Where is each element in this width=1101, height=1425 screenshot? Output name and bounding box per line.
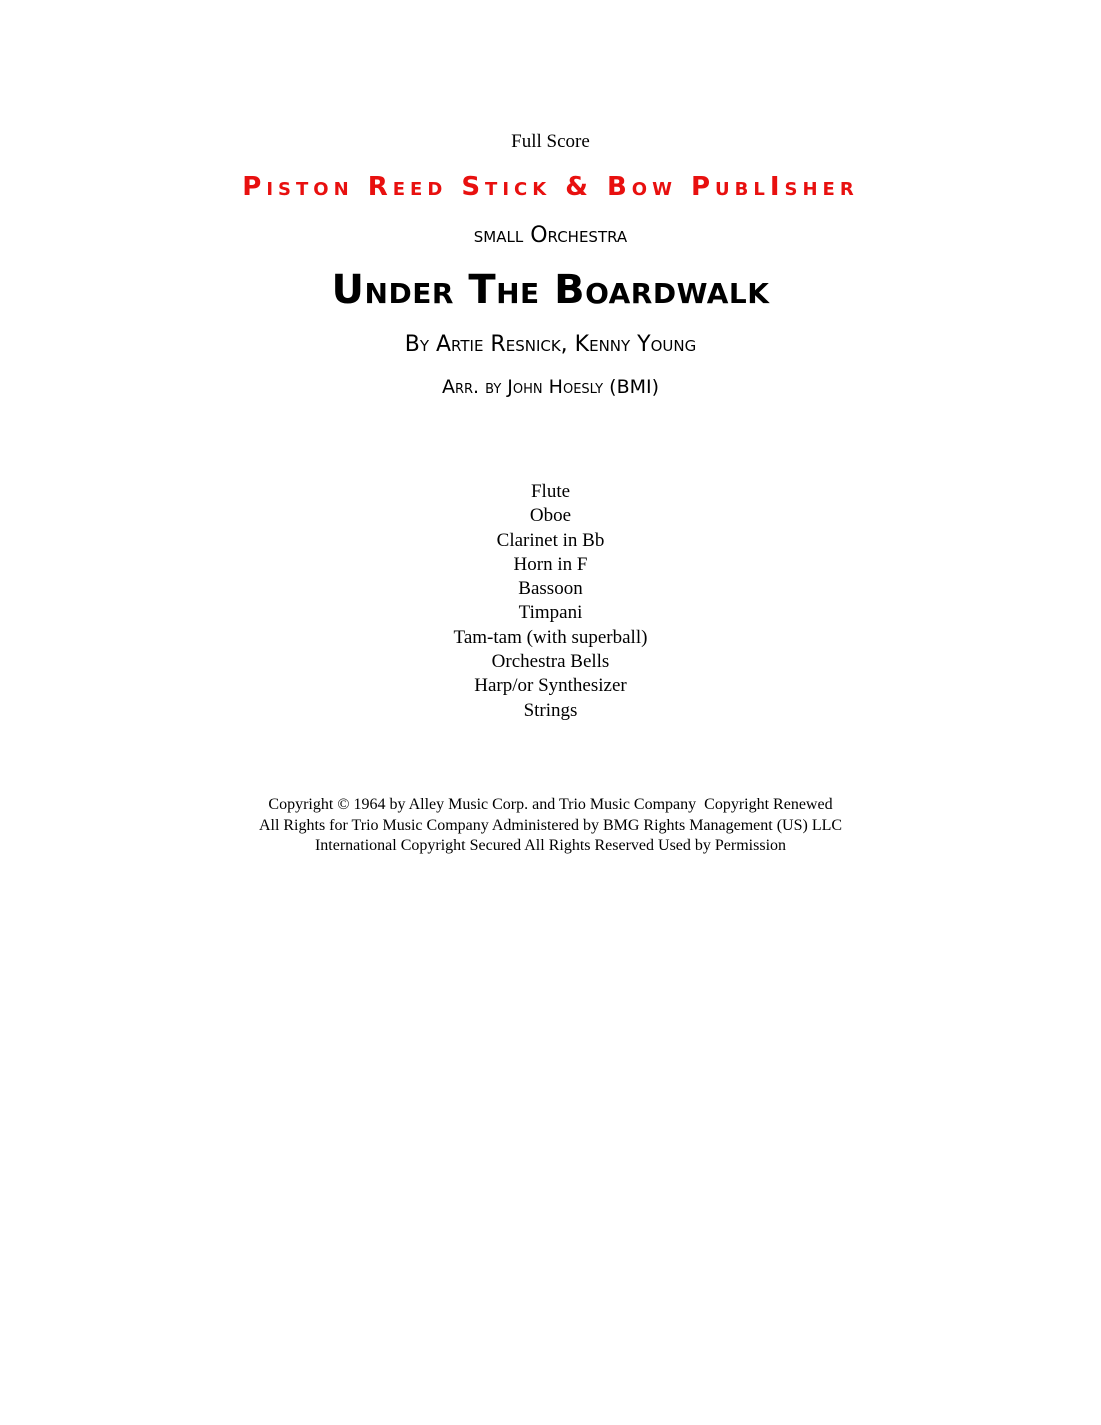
- instrument-item: Orchestra Bells: [491, 651, 610, 673]
- ensemble-label: small Orchestra: [473, 223, 628, 248]
- instrument-item: Clarinet in Bb: [496, 529, 605, 551]
- composers-credit: By Artie Resnick, Kenny Young: [404, 332, 697, 357]
- instrument-item: Bassoon: [518, 578, 583, 600]
- page-title: Under The Boardwalk: [331, 267, 770, 313]
- instrument-item: Tam-tam (with superball): [453, 626, 648, 648]
- instrument-item: Harp/or Synthesizer: [474, 675, 627, 697]
- instrument-list: [0, 480, 1101, 723]
- publisher-name: Piston Reed Stick & Bow PublIsher: [242, 172, 859, 202]
- instrument-item: Flute: [530, 481, 571, 502]
- arranger-credit: Arr. by John Hoesly (BMI): [441, 376, 660, 398]
- instrument-item: Horn in F: [513, 553, 588, 575]
- copyright-notice: [0, 795, 1101, 857]
- instrument-item: Strings: [523, 699, 578, 721]
- instrument-item: Oboe: [529, 505, 572, 527]
- copyright-line: All Rights for Trio Music Company Administered by BMG Rights Management (US) LLC: [258, 816, 843, 834]
- instrument-item: Timpani: [518, 602, 583, 624]
- copyright-line: Copyright © 1964 by Alley Music Corp. and Trio Music Company Copyright Renewed: [268, 796, 833, 813]
- full-score-label: Full Score: [511, 131, 590, 152]
- copyright-line: International Copyright Secured All Rights Reserved Used by Permission: [314, 837, 787, 854]
